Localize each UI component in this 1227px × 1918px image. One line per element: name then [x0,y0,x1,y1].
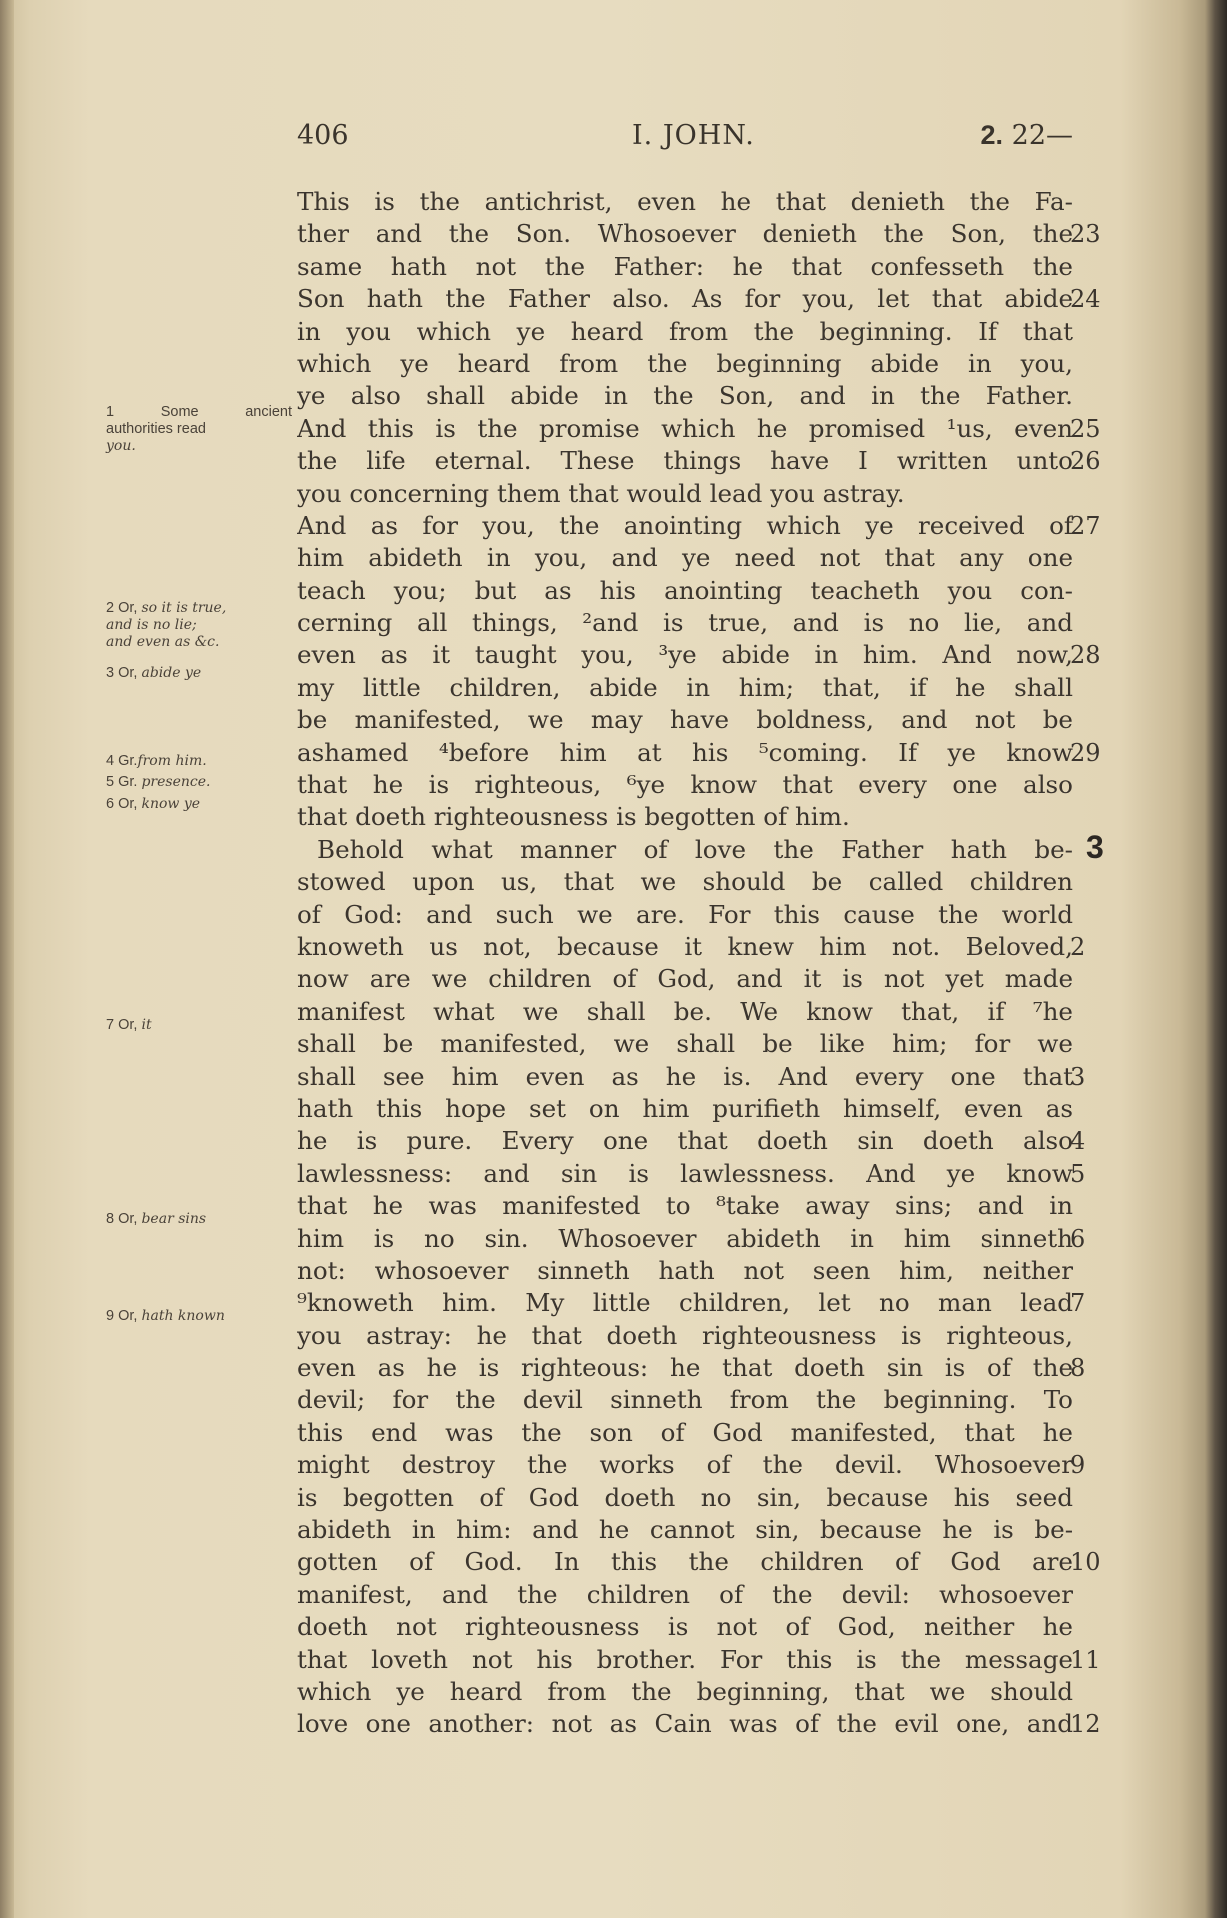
verse-number: 25 [1070,414,1101,443]
text-line-content: shall see him even as he is. And every one that [297,1061,1073,1091]
text-line-content: even as it taught you, ³ye abide in him. And now, [297,640,1073,670]
text-line [297,704,1073,736]
text-line [297,1223,1086,1255]
note-1-line-1: 1 Some ancient [106,404,292,420]
text-line [297,1255,1073,1287]
page-number: 406 [297,120,349,151]
note-5-text: presence. [141,774,211,790]
text-line [297,1514,1073,1546]
note-8 [106,1211,292,1228]
text-line-content: gotten of God. In this the children of God are [297,1547,1073,1577]
page-gutter-edge [0,0,14,1918]
text-line [297,737,1101,769]
verse-number: 7 [1070,1289,1086,1318]
text-line-content: this end was the son of God manifested, that he [297,1417,1073,1447]
note-8-label: 8 Or, [106,1211,138,1227]
verse-number: 5 [1070,1159,1086,1188]
text-line [297,218,1101,250]
text-line-content: be manifested, we may have boldness, and not be [297,705,1073,735]
text-line-content: the life eternal. These things have I written unto [297,446,1073,476]
text-line-content: love one another: not as Cain was of the evil one, and [297,1709,1073,1739]
text-line-content: that loveth not his brother. For this is the message [297,1644,1073,1674]
verse-number: 24 [1070,285,1101,314]
text-line [297,1028,1073,1060]
note-9-text: hath known [141,1308,225,1324]
text-line-content: devil; for the devil sinneth from the beginning. To [297,1385,1073,1415]
text-line [297,1611,1073,1643]
text-line-content: is begotten of God doeth no sin, because his seed [297,1482,1073,1512]
verse-number: 28 [1070,641,1101,670]
text-line [297,639,1101,671]
verse-number: 10 [1070,1548,1101,1577]
note-6 [106,796,292,813]
scripture-body [297,186,1104,1741]
verse-number: 29 [1070,738,1101,767]
text-line [297,1644,1101,1676]
text-line-content: knoweth us not, because it knew him not. Beloved, [297,931,1073,961]
chapter-number: 3 [1086,828,1104,865]
text-line-content: my little children, abide in him; that, if he shall [297,672,1073,702]
text-line [297,542,1073,574]
note-3 [106,665,292,682]
text-line-content: ashamed ⁴before him at his ⁵coming. If ye know [297,737,1073,767]
note-2-text-3: and even as &c. [106,634,220,650]
note-7-label: 7 Or, [106,1017,138,1033]
text-line [297,1579,1073,1611]
verse-number: 9 [1070,1451,1086,1480]
text-line-content: lawlessness: and sin is lawlessness. And ye know [297,1158,1073,1188]
text-line-content: teach you; but as his anointing teacheth you con- [297,575,1073,605]
text-line-content: him is no sin. Whosoever abideth in him sinneth [297,1223,1073,1253]
note-9-label: 9 Or, [106,1308,138,1324]
reference-verse: 22— [1011,120,1073,151]
text-line-content: manifest, and the children of the devil: whosoever [297,1579,1073,1609]
verse-number: 12 [1070,1710,1101,1739]
text-line-content: And as for you, the anointing which ye received of [297,510,1073,540]
text-line [297,1352,1086,1384]
text-line [297,1061,1086,1093]
text-line [297,1449,1086,1481]
text-line-content: might destroy the works of the devil. Whosoever [297,1450,1073,1480]
note-5-label: 5 Gr. [106,774,138,790]
running-header [297,120,1073,160]
note-2-line-1 [106,600,292,617]
text-line [297,866,1073,898]
text-line-content: doeth not righteousness is not of God, neither he [297,1612,1073,1642]
text-line [297,1708,1101,1740]
text-line-content: ther and the Son. Whosoever denieth the Son, the [297,219,1073,249]
verse-number: 26 [1070,447,1101,476]
note-1-line-2: authorities read [106,421,206,437]
text-line-content: even as he is righteous: he that doeth sin is of the [297,1353,1073,1383]
text-line-content: not: whosoever sinneth hath not seen him, neither [297,1255,1073,1285]
text-line-content: hath this hope set on him purifieth himself, even as [297,1093,1073,1123]
note-9 [106,1308,292,1325]
text-line [297,996,1073,1028]
text-line [297,1482,1073,1514]
text-line [297,963,1073,995]
text-line-content: ye also shall abide in the Son, and in the Father. [297,381,1073,411]
text-line [297,1158,1086,1190]
text-line-content: now are we children of God, and it is not yet made [297,964,1073,994]
text-line-content: which ye heard from the beginning abide in you, [297,348,1073,378]
text-line [297,348,1073,380]
text-line-content: ⁹knoweth him. My little children, let no man lead [297,1288,1073,1318]
text-line [297,899,1073,931]
text-line-content: that he was manifested to ⁸take away sins; and in [297,1191,1073,1221]
text-line-content: that doeth righteousness is begotten of him. [297,802,850,832]
text-line [297,1417,1073,1449]
text-line [297,1320,1073,1352]
text-line [297,1190,1073,1222]
text-line [297,510,1101,542]
text-line-content: Behold what manner of love the Father hath be- [317,834,1073,864]
text-line [297,478,1073,510]
chapter-verse-reference [981,120,1073,151]
text-line [297,1384,1073,1416]
text-line-content: which ye heard from the beginning, that we should [297,1676,1073,1706]
note-3-label: 3 Or, [106,665,138,681]
note-7 [106,1017,292,1034]
text-line [297,316,1073,348]
text-line [297,251,1073,283]
verse-number: 6 [1070,1224,1086,1253]
note-4 [106,753,292,770]
note-2-label: 2 Or, [106,600,138,616]
verse-number: 27 [1070,511,1101,540]
verse-number: 4 [1070,1127,1086,1156]
note-8-text: bear sins [141,1211,207,1227]
note-2 [106,600,292,651]
text-line [297,931,1086,963]
note-6-label: 6 Or, [106,796,138,812]
note-4-text: from him. [137,753,207,769]
note-2-line-2 [106,617,292,634]
text-line [297,769,1073,801]
text-line-content: Son hath the Father also. As for you, let that abide [297,284,1073,314]
text-line [297,445,1101,477]
note-2-line-3 [106,634,292,651]
text-line [297,575,1073,607]
text-line [297,1287,1086,1319]
note-6-text: know ye [141,796,201,812]
note-7-text: it [141,1017,152,1033]
text-line-content: This is the antichrist, even he that denieth the Fa- [297,187,1073,216]
text-line [297,1093,1073,1125]
note-1-line-3 [106,438,292,455]
text-line [297,283,1101,315]
text-line-content: you concerning them that would lead you astray. [297,478,905,508]
text-line [297,1676,1073,1708]
text-line-content: manifest what we shall be. We know that, if ⁷he [297,996,1073,1026]
text-line [297,380,1073,412]
note-4-label: 4 Gr. [106,753,138,769]
text-line [297,828,1104,866]
text-line-content: of God: and such we are. For this cause the world [297,899,1073,929]
note-2-text-1: so it is true, [141,600,227,616]
book-title: I. JOHN. [632,120,755,151]
text-line-content: cerning all things, ²and is true, and is no lie, and [297,608,1073,638]
text-line-content: he is pure. Every one that doeth sin doeth also [297,1126,1073,1156]
verse-number: 23 [1070,220,1101,249]
note-1-italic: you. [106,438,136,454]
text-line-content: abideth in him: and he cannot sin, because he is be- [297,1515,1073,1545]
text-line [297,413,1101,445]
note-5 [106,774,292,791]
text-line-content: him abideth in you, and ye need not that any one [297,543,1073,573]
note-1 [106,404,292,455]
text-line [297,801,1073,833]
note-2-text-2: and is no lie; [106,617,197,633]
text-line-content: And this is the promise which he promised ¹us, even [297,413,1073,443]
text-line [297,672,1073,704]
verse-number: 3 [1070,1062,1086,1091]
reference-chapter: 2. [980,120,1004,150]
verse-number: 8 [1070,1354,1086,1383]
text-line-content: shall be manifested, we shall be like him; for we [297,1029,1073,1059]
verse-number: 2 [1070,932,1086,961]
text-line-content: same hath not the Father: he that confesseth the [297,251,1073,281]
text-line-content: that he is righteous, ⁶ye know that every one also [297,770,1073,800]
verse-number: 11 [1070,1645,1101,1674]
text-line [297,1546,1101,1578]
text-line-content: stowed upon us, that we should be called children [297,867,1073,897]
text-line [297,1125,1086,1157]
note-3-text: abide ye [141,665,202,681]
text-line-content: in you which ye heard from the beginning. If that [297,316,1073,346]
text-line-content: you astray: he that doeth righteousness is righteous, [297,1320,1073,1350]
text-line [297,186,1073,218]
text-line [297,607,1073,639]
